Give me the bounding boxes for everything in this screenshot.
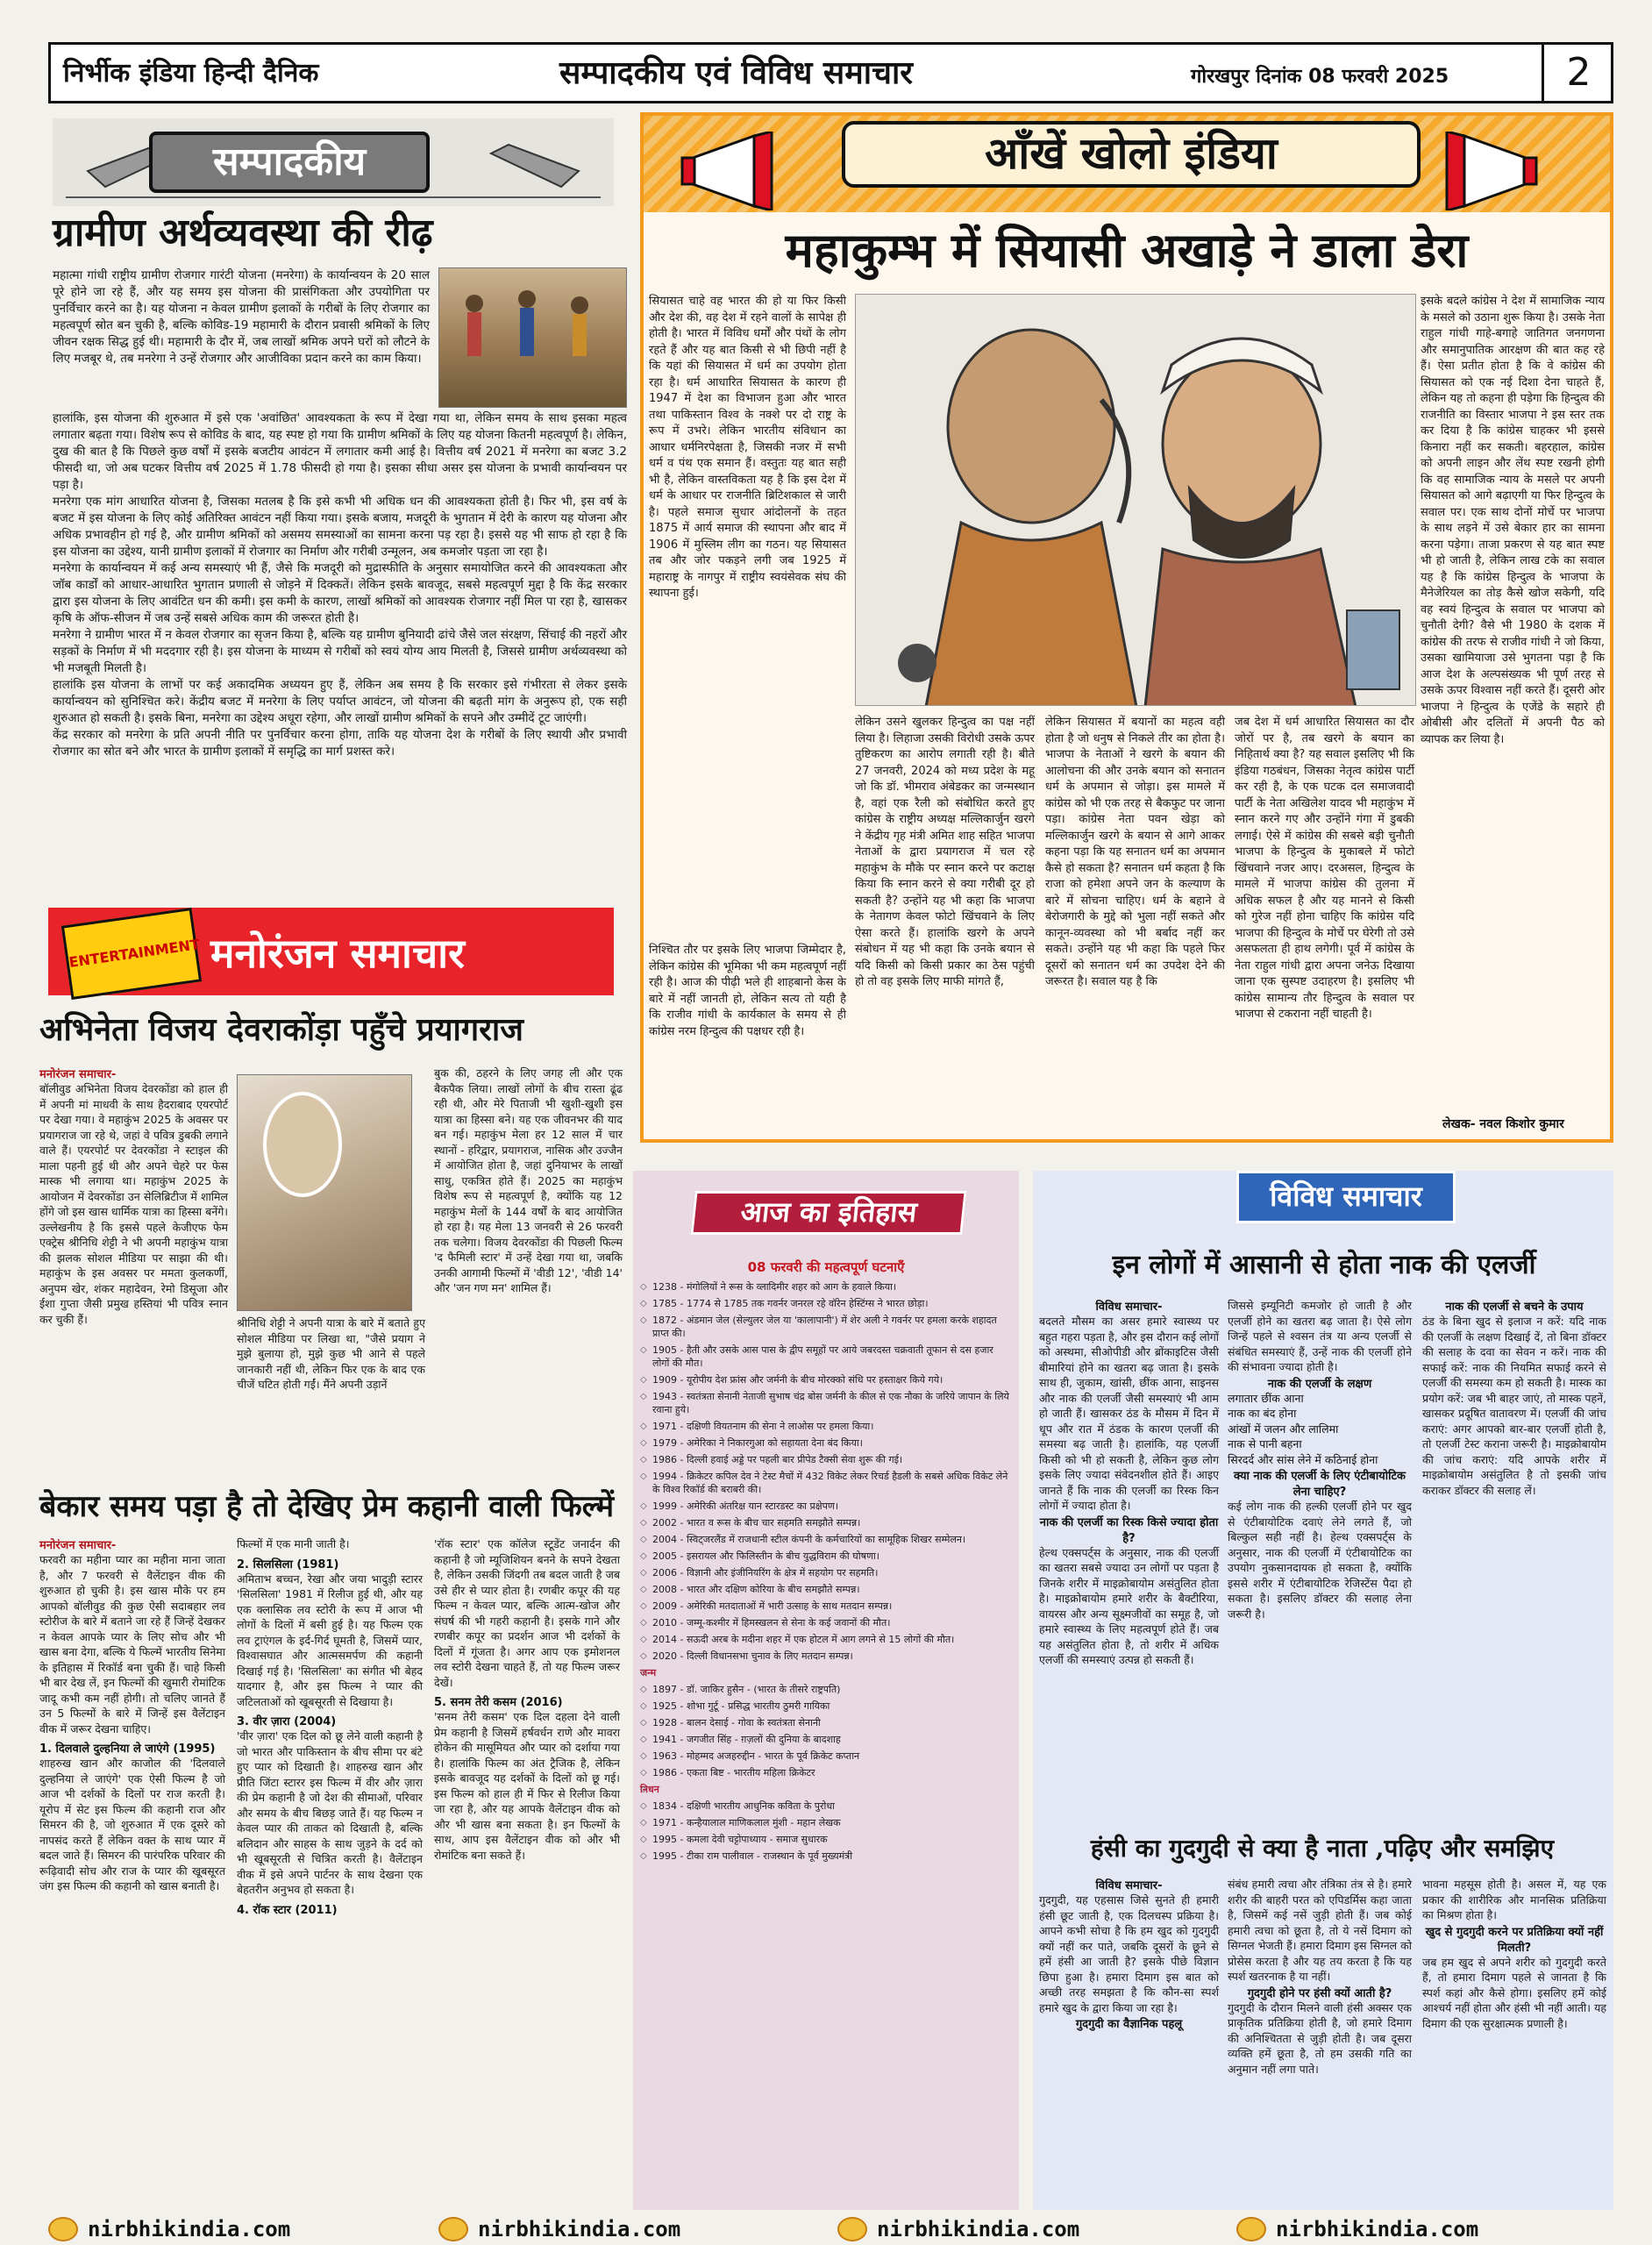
- vijay-story-text: बॉलीवुड अभिनेता विजय देवरकोंडा को हाल ही में अपनी मां माधवी के साथ हैदराबाद एयरपोर्ट पर देखा गया। वे महाकुंभ 2025 के अवसर पर प्रयागराज जा रहे थे, जहां वे पवित्र डुबकी लगाने वाले हैं। एयरपोर्ट पर देवरकोंडा ने स्टाइल की माला पहनी हुई थी और अपने चेहरे पर फेस मास्क भी लगाया था। महाकुंभ 2025 के आयोजन में देवरकोंडा उन सेलिब्रिटीज में शामिल होंगे जो इस खास धार्मिक यात्रा का हिस्सा बनेंगे। उल्लेखनीय है कि इससे पहले केजीएफ फेम एक्ट्रेस श्रीनिधि शेट्टी ने भी अपनी महाकुंभ यात्रा की झलक सोशल मीडिया पर साझा की थी। महाकुंभ के इस अवसर पर ममता कुलकर्णी, अनुपम खेर, शंकर महादेवन, रेमो डिसूजा और ईशा गुप्ता जैसी प्रमुख हस्तियां भी पवित्र स्नान कर चुकी हैं।: [39, 1082, 228, 1326]
- article-text: लेकिन उसने खुलकर हिन्दुत्व का पक्ष नहीं लिया है। लिहाजा उसकी विरोधी उसके ऊपर तुष्टिकरण का आरोप लगाती रही है। बीते 27 जनवरी, 2024 को मध्य प्रदेश के महू जो कि डॉ. भीमराव अंबेडकर का जन्मस्थान है, वहां एक रैली को संबोधित करते हुए कांग्रेस के राष्ट्रीय अध्यक्ष मल्लिकार्जुन खरगे ने केंद्रीय गृह मंत्री अमित शाह सहित भाजपा नेताओं के द्वारा प्रयागराज में चल रहे महाकुंभ के मौके पर स्नान करने पर कटाक्ष किया कि स्नान करने से क्या गरीबी दूर हो सकती है? उन्होंने यह भी कहा कि भाजपा के नेतागण केवल फोटो खिंचवाने के लिए ऐसा करते हैं। हालांकि खरगे के अपने संबोधन में यह भी कहा कि उनके बयान से यदि किसी को किसी प्रकार का ठेस पहुंची हो तो वह इसके लिए माफी मांगते हैं,: [855, 716, 1035, 988]
- history-event: ◇ 1994 - क्रिकेटर कपिल देव ने टेस्ट मैचों में 432 विकेट लेकर रिचर्ड हैडली के सबसे अधिक विकेट लेने के विश्व रिकॉर्ड की बराबरी की।: [640, 1470, 1013, 1496]
- masthead: [48, 42, 1613, 103]
- history-event: ◇ 1238 - मंगोलियों ने रूस के व्लादिमीर शहर को आग के हवाले किया।: [640, 1280, 1013, 1294]
- history-banner: आज का इतिहास: [690, 1191, 966, 1235]
- editorial-paragraph: मनरेगा ने ग्रामीण भारत में न केवल रोजगार का सृजन किया है, बल्कि यह ग्रामीण बुनियादी ढांचे जैसे जल संरक्षण, सिंचाई की नहरों और सड़कों के निर्माण में भी मददगार रही है। इस योजना के माध्यम से गरीबों को स्वयं योग्य आय मिलती है, जिससे ग्रामीण अर्थव्यवस्था को भी मजबूती मिलती है।: [53, 628, 627, 675]
- press-logo-icon: [438, 2217, 468, 2241]
- editorial-paragraph: महात्मा गांधी राष्ट्रीय ग्रामीण रोजगार गारंटी योजना (मनरेगा) के कार्यान्वयन के 20 साल पूरे होने जा रहे हैं, और यह समय इस योजना की प्रासंगिकता और उपयोगिता पर पुनर्विचार करने का है। यह योजना न केवल ग्रामीण इलाकों के गरीबों के लिए रोजगार का महत्वपूर्ण स्रोत बन चुकी है, बल्कि कोविड-19 महामारी के दौरान प्रवासी श्रमिकों के लिए जीवन रक्षक सिद्ध हुई थी। महामारी के दौर में, जब लाखों श्रमिक अपने घरों को लौटने के लिए मजबूर थे, तब मनरेगा ने उन्हें रोजगार और आजीविका प्रदान करने का काम किया।: [53, 268, 430, 366]
- aankhen-col1-bottom: [649, 943, 846, 1040]
- history-event: ◇ 2014 - सऊदी अरब के मदीना शहर में एक होटल में आग लगने से 15 लोगों की मौत।: [640, 1633, 1013, 1646]
- article-text: इसके बदले कांग्रेस ने देश में सामाजिक न्याय के मसले को उठाना शुरू किया है। उसके नेता राहुल गांधी गाहे-बगाहे जातिगत जनगणना और समानुपातिक आरक्षण की बात कह रहे हैं। ऐसा प्रतीत होता है कि वे कांग्रेस की सियासत को एक नई दिशा देना चाहते हैं, लेकिन यह तो कहना ही पड़ेगा कि हिन्दुत्व की राजनीति का विस्तार भाजपा ने इस स्तर तक कर दिया है कि कांग्रेस चाहकर भी इससे किनारा नहीं कर सकती। बहरहाल, कांग्रेस को अपनी लाइन और लेंथ स्पष्ट रखनी होगी कि वह सामाजिक न्याय के मसले पर अपनी सियासत को आगे बढ़ाएगी या फिर हिन्दुत्व के सवाल पर। एक साथ दोनों मोर्चे पर भाजपा के साथ लड़ने में उसे बेकार हार का सामना करना पड़ेगा। ताजा प्रकरण से यह बात स्पष्ट भी हो जाती है, लेकिन लाख टके का सवाल यह है कि कांग्रेस हिन्दुत्व के भाजपा के मैनेजेरियल का तोड़ कैसे खोज सकेगी, यदि वह स्वयं हिन्दुत्व के सवाल पर भाजपा को चुनौती देगी? वैसे भी 1980 के दशक में कांग्रेस की तरफ से राजीव गांधी ने जो किया, उसका खामियाजा उसे भुगतना पड़ा है कि आज देश के अल्पसंख्यक भी पूर्ण तरह से उसके ऊपर विश्वास नहीं करते हैं। दूसरी ओर भाजपा ने हिन्दुत्व के एजेंडे के सहारे ही ओबीसी और दलितों में अपनी पैठ को व्यापक कर लिया है।: [1421, 295, 1605, 746]
- tickle-text: भावना महसूस होती है। असल में, यह एक प्रकार की शारीरिक और मानसिक प्रतिक्रिया का मिश्रण होता है।: [1422, 1878, 1606, 1921]
- editorial-paragraph: हालांकि, इस योजना की शुरुआत में इसे एक 'अवांछित' आवश्यकता के रूप में देखा गया था, लेकिन समय के साथ इसका महत्व लगातार बढ़ता गया। विशेष रूप से कोविड के बाद, यह स्पष्ट हो गया कि ग्रामीण श्रमिकों के लिए यह योजना कितनी महत्वपूर्ण है। लेकिन, दुख की बात है कि पिछले कुछ वर्षों में इसके बजटीय आवंटन में लगातार कमी आई है। वित्तीय वर्ष 2021 में मनरेगा का बजट 3.2 फीसदी था, जो अब घटकर वित्तीय वर्ष 2025 में 1.78 फीसदी हो गया है। इसका सीधा असर इस योजना के प्रभावी कार्यान्वयन पर पड़ा है।: [53, 411, 627, 492]
- byline: विविध समाचार-: [1095, 1301, 1163, 1314]
- footer-site[interactable]: nirbhikindia.com: [478, 2217, 681, 2241]
- megaphone-icon: [1429, 132, 1543, 210]
- births-title: ◇ जन्म: [640, 1666, 1013, 1679]
- history-event: ◇ 2005 - इसरायल और फिलिस्तीन के बीच युद्धविराम की घोषणा।: [640, 1550, 1013, 1563]
- films-col1: [39, 1536, 225, 1894]
- film-heading: 2. सिलसिला (1981): [237, 1557, 339, 1572]
- history-event: ◇ 1971 - दक्षिणी वियतनाम की सेना ने लाओस पर हमला किया।: [640, 1420, 1013, 1433]
- editorial-body: [53, 410, 627, 760]
- history-event: ◇ 1999 - अमेरिकी अंतरिक्ष यान स्टारडस्ट का प्रक्षेपण।: [640, 1500, 1013, 1513]
- film-text: फिल्मों में एक मानी जाती है।: [237, 1537, 350, 1550]
- history-event: ◇ 2010 - जम्मू-कश्मीर में हिमस्खलन से सेना के कई जवानों की मौत।: [640, 1616, 1013, 1629]
- film-heading: 4. रॉक स्टार (2011): [237, 1903, 338, 1917]
- history-event: ◇ 2002 - भारत व रूस के बीच चार सहमति समझौते सम्पन्न।: [640, 1516, 1013, 1529]
- two-politicians-illustration: [856, 295, 1416, 706]
- footer-site[interactable]: nirbhikindia.com: [88, 2217, 291, 2241]
- history-event: ◇ 1943 - स्वतंत्रता सेनानी नेताजी सुभाष चंद्र बोस जर्मनी के कील से एक नौका के जरिये जापान के लिये रवाना हुये।: [640, 1390, 1013, 1416]
- love-films-headline: बेकार समय पड़ा है तो देखिए प्रेम कहानी वाली फिल्में: [39, 1489, 615, 1524]
- tickle-col1: [1039, 1877, 1219, 2031]
- tickle-laughter-headline: हंसी का गुदगुदी से क्या है नाता ,पढ़िए और समझिए: [1090, 1834, 1555, 1863]
- history-event: ◇ 1905 - हैती और उसके आस पास के द्वीप समूहों पर आये जबरदस्त चक्रवाती तूफान से दस हजार लोगों की मौत।: [640, 1343, 1013, 1370]
- allergy-text: ठंड के बिना खुद से इलाज न करें: यदि नाक की एलर्जी के लक्षण दिखाई दें, तो बिना डॉक्टर की सलाह के दवा का सेवन न करें। नाक की सफाई करें: नाक की नियमित सफाई करने से एलर्जी की समस्या कम हो सकती है। मास्क का प्रयोग करें: जब भी बाहर जाएं, तो मास्क पहनें, खासकर प्रदूषित वातावरण में। एलर्जी की जांच कराएं: अगर आपको बार-बार एलर्जी होती है, तो एलर्जी टेस्ट कराना जरूरी है। माइक्रोबायोम की जांच कराएं: यदि आपके शरीर में माइक्रोबायोम असंतुलित है तो इसकी जांच कराकर डॉक्टर की सलाह लें।: [1422, 1315, 1606, 1497]
- history-death: ◇ 1995 - कमला देवी चट्टोपाध्याय - समाज सुधारक: [640, 1833, 1013, 1846]
- history-event: ◇ 1909 - यूरोपीय देश फ्रांस और जर्मनी के बीच मोरक्को संधि पर हस्ताक्षर किये गये।: [640, 1373, 1013, 1386]
- mahakumbh-headline: महाकुम्भ में सियासी अखाड़े ने डाला डेरा: [785, 222, 1469, 278]
- entertainment-banner-title: मनोरंजन समाचार: [210, 930, 465, 977]
- vijay-story-text: श्रीनिधि शेट्टी ने अपनी यात्रा के बारे में बताते हुए सोशल मीडिया पर लिखा था, "जैसे प्रयाग ने मुझे बुलाया हो, मुझे कुछ भी आने से पहले जानकारी नहीं थी, लेकिन फिर एक के बाद एक चीजें घटित होती गईं। मैंने अपनी उड़ानें: [237, 1316, 425, 1391]
- history-death: ◇ 1995 - टीका राम पालीवाल - राजस्थान के पूर्व मुख्यमंत्री: [640, 1849, 1013, 1863]
- article-text: जब देश में धर्म आधारित सियासत का दौर जोरों पर है, तब खरगे के बयान का निहितार्थ क्या है? यह सवाल इसलिए भी कि इंडिया गठबंधन, जिसका नेतृत्व कांग्रेस पार्टी कर रही है, के एक घटक दल समाजवादी पार्टी के नेता अखिलेश यादव भी महाकुंभ में स्नान करने गए और उन्होंने गंगा में डुबकी लगाई। ऐसे में कांग्रेस की सबसे बड़ी चुनौती भाजपा के हिन्दुत्व के मुकाबले में फोटो खिंचवाने नजर आए। दरअसल, हिन्दुत्व के मामले में भाजपा कांग्रेस की तुलना में अधिक सफल है और यह मानने से किसी को गुरेज नहीं होना चाहिए कि कांग्रेस यदि भाजपा की हिन्दुत्व के मोर्चे पर घेरेगी तो उसे असफलता ही हाथ लगेगी। पूर्व में कांग्रेस के नेता राहुल गांधी द्वारा अपना जनेऊ दिखाया जाना एक सुस्पष्ट उदाहरण है। इसलिए भी कांग्रेस सामान्य तौर हिन्दुत्व के सवाल पर भाजपा से टकराना नहीं चाहती है।: [1235, 716, 1414, 1021]
- mgnrega-workers-photo: [438, 267, 627, 408]
- films-col3: [434, 1536, 620, 1863]
- section-title: सम्पादकीय एवं विविध समाचार: [559, 54, 913, 91]
- tickle-subhead: गुदगुदी का वैज्ञानिक पहलू: [1075, 2018, 1183, 2031]
- aankhen-col5: [1421, 294, 1605, 748]
- history-event: ◇ 1785 - 1774 से 1785 तक गवर्नर जनरल रहे वॉरेन हेस्टिंग्स ने भारत छोड़ा।: [640, 1297, 1013, 1310]
- film-text: शाहरुख खान और काजोल की 'दिलवाले दुल्हनिया ले जाएंगे' एक ऐसी फिल्म है जो आज भी दर्शकों के दिलों पर राज करती है। यूरोप में सेट इस फिल्म की कहानी राज और सिमरन की है, जो शुरुआत में एक दूसरे को नापसंद करते हैं लेकिन वक्त के साथ प्यार में बदल जाते हैं। सिमरन की पारंपरिक परिवार की रूढ़िवादी सोच और राज के प्यार की खूबसूरत जंग इस फिल्म की कहानी को खास बनाती है।: [39, 1757, 225, 1892]
- tickle-subhead: गुदगुदी होने पर हंसी क्यों आती है?: [1247, 1986, 1392, 2000]
- press-logo-icon: [837, 2217, 867, 2241]
- antibiotic-subhead: क्या नाक की एलर्जी के लिए एंटीबायोटिक लेना चाहिए?: [1233, 1470, 1406, 1499]
- history-birth: ◇ 1925 - शोभा गुर्टू - प्रसिद्ध भारतीय ठुमरी गायिका: [640, 1700, 1013, 1713]
- allergy-symptoms-subhead: नाक की एलर्जी के लक्षण: [1267, 1377, 1372, 1391]
- symptom-item: सिरदर्द और सांस लेने में कठिनाई होना: [1228, 1452, 1378, 1466]
- tickle-col3: [1422, 1877, 1606, 2031]
- vijay-headline: अभिनेता विजय देवराकोंड़ा पहुँचे प्रयागराज: [39, 1011, 523, 1048]
- article-text: लेकिन सियासत में बयानों का महत्व वही होता है जो धनुष से निकले तीर का होता है। भाजपा के नेताओं ने खरगे के बयान की आलोचना की और उनके बयान को सनातन धर्म के अपमान से जोड़ा। इस मामले में कांग्रेस को भी एक तरह से बैकफुट पर जाना पड़ा। कांग्रेस नेता पवन खेड़ा को मल्लिकार्जुन खरगे के बयान से आगे आकर कहना पड़ा कि यह सनातन धर्म का अपमान कैसे हो सकता है? सनातन धर्म कहता है कि राजा को हमेशा अपने जन के कल्याण के बारे में सोचना चाहिए। धर्म के बहाने वे बेरोजगारी के मुद्दे को भुला नहीं सकते और कानून-व्यवस्था को भी बर्बाद नहीं कर सकते। उन्होंने यह भी कहा कि पहले फिर दूसरों को सनातन धर्म का उपदेश देने की जरूरत है। सवाल यह है कि: [1045, 716, 1225, 988]
- history-birth: ◇ 1928 - बालन देसाई - गोवा के स्वतंत्रता सेनानी: [640, 1716, 1013, 1729]
- article-byline: लेखक- नवल किशोर कुमार: [1442, 1117, 1564, 1131]
- tickle-col2: [1228, 1877, 1412, 2077]
- editorial-headline: ग्रामीण अर्थव्यवस्था की रीढ़: [53, 210, 433, 255]
- vijay-story-col3: [434, 1065, 623, 1296]
- symptom-item: लगातार छींक आना: [1228, 1391, 1304, 1405]
- history-events-list: [640, 1280, 1013, 1866]
- editorial-paragraph: हालांकि इस योजना के लाभों पर कई अकादमिक अध्ययन हुए हैं, लेकिन अब समय है कि सरकार इसे गंभीरता से लेकर इसके कार्यान्वयन को सुनिश्चित करे। केंद्रीय बजट में मनरेगा के लिए पर्याप्त आवंटन, जो योजना की बढ़ती मांग के अनुरूप हो, एक सही शुरुआत हो सकती है। इसके बिना, मनरेगा का उद्देश्य अधूरा रहेगा, और लाखों ग्रामीण श्रमिकों के सपने और उम्मीदें टूट जाएंगी।: [53, 678, 627, 725]
- footer-site[interactable]: nirbhikindia.com: [1276, 2217, 1479, 2241]
- symptom-item: नाक का बंद होना: [1228, 1407, 1297, 1420]
- allergy-subhead: नाक की एलर्जी का रिस्क किसे ज्यादा होता है?: [1039, 1515, 1219, 1545]
- history-birth: ◇ 1897 - डॉ. जाकिर हुसैन - (भारत के तीसरे राष्ट्रपति): [640, 1683, 1013, 1696]
- politics-cartoon: [855, 294, 1416, 706]
- tickle-text: गुदगुदी के दौरान मिलने वाली हंसी अक्सर एक प्राकृतिक प्रतिक्रिया होती है, जो हमारे दिमाग की अनिश्चितता से जुड़ी होती है। जब दूसरा व्यक्ति हमें छूता है, तो हम उसकी गति का अनुमान नहीं लगा पाते।: [1228, 2000, 1412, 2076]
- symptom-item: आंखों में जलन और लालिमा: [1228, 1422, 1339, 1436]
- newspaper-name: निर्भीक इंडिया हिन्दी दैनिक: [63, 58, 319, 89]
- history-event: ◇ 2008 - भारत और दक्षिण कोरिया के बीच समझौते सम्पन्न।: [640, 1583, 1013, 1596]
- article-text: सियासत चाहे वह भारत की हो या फिर किसी और देश की, वह देश में रहने वालों के सापेक्ष ही होती है। भारत में विविध धर्मों और पंथों के लोग रहते हैं और यह बात किसी से भी छिपी नहीं है कि यहां की सियासत में धर्म का उपयोग होता रहा है। धर्म आधारित सियासत के कारण ही 1947 में देश का विभाजन हुआ और भारत तथा पाकिस्तान विश्व के नक्शे पर दो राष्ट्र के रूप में उभरे। लेकिन भारतीय संविधान का आधार धर्मनिरपेक्षता है, जिसकी नजर में सभी धर्म व पंथ एक समान हैं। वस्तुतः यह बात सही भी है, लेकिन वास्तविकता यह है कि इस देश में धर्म के आधार पर राजनीति ब्रिटिशकाल से जारी है। पहले समाज सुधार आंदोलनों के तहत 1875 में आर्य समाज की स्थापना और बाद में 1906 में मुस्लिम लीग का गठन। यह सियासत तब और जोर पकड़ने लगी जब 1925 में महाराष्ट्र के नागपुर में राष्ट्रीय स्वयंसेवक संघ की स्थापना हुई।: [649, 295, 846, 600]
- film-heading: 3. वीर ज़ारा (2004): [237, 1715, 337, 1728]
- allergy-text: जिससे इम्यूनिटी कमजोर हो जाती है और एलर्जी होने का खतरा बढ़ जाता है। ऐसे लोग जिन्हें पहले से श्वसन तंत्र या अन्य एलर्जी से संबंधित समस्याएं हैं, उन्हें नाक की एलर्जी होने की संभावना ज्यादा होती है।: [1228, 1299, 1412, 1373]
- aankhen-col4: [1235, 715, 1414, 1023]
- film-text: अमिताभ बच्चन, रेखा और जया भादुड़ी स्टारर 'सिलसिला' 1981 में रिलीज हुई थी, और यह एक क्लासिक लव स्टोरी के रूप में आज भी लोगों के दिलों में बसी हुई है। यह फिल्म एक लव ट्राएंगल के इर्द-गिर्द घूमती है, जिसमें प्यार, विश्वासघात और आत्मसमर्पण की कहानी दिखाई गई है। 'सिलसिला' का संगीत भी बेहद यादगार है, और इस फिल्म ने प्यार की जटिलताओं को खूबसूरती से दिखाया है।: [237, 1572, 423, 1708]
- history-subtitle: 08 फरवरी की महत्वपूर्ण घटनाएँ: [747, 1259, 905, 1275]
- press-logo-icon: [48, 2217, 78, 2241]
- vijay-story-col1: [39, 1065, 228, 1327]
- editorial-para-1-wrap: [53, 267, 430, 367]
- press-logo-icon: [1236, 2217, 1266, 2241]
- history-event: ◇ 1986 - दिल्ली हवाई अड्डे पर पहली बार प्रीपेड टैक्सी सेवा शुरू की गई।: [640, 1453, 1013, 1466]
- footer-site[interactable]: nirbhikindia.com: [877, 2217, 1080, 2241]
- history-event: ◇ 2004 - स्विट्जरलैंड में राजधानी स्टील कंपनी के कर्मचारियों का सामूहिक शिखर सम्मेलन।: [640, 1533, 1013, 1546]
- byline: विविध समाचार-: [1095, 1879, 1163, 1892]
- films-col2: [237, 1536, 423, 1917]
- prevention-subhead: नाक की एलर्जी से बचने के उपाय: [1445, 1301, 1584, 1314]
- deaths-title: ◇ निधन: [640, 1783, 1013, 1796]
- misc-news-banner: विविध समाचार: [1236, 1171, 1456, 1223]
- allergy-col2: [1228, 1298, 1412, 1621]
- tickle-subhead: खुद से गुदगुदी करने पर प्रतिक्रिया क्यों नहीं मिलती?: [1425, 1925, 1604, 1955]
- film-heading: 1. दिलवाले दुल्हनिया ले जाएंगे (1995): [39, 1743, 216, 1756]
- aankhen-col3: [1045, 715, 1225, 991]
- history-event: ◇ 2006 - विज्ञानी और इंजीनियरिंग के क्षेत्र में सहयोग पर सहमति।: [640, 1566, 1013, 1579]
- tickle-text: संबंध हमारी त्वचा और तंत्रिका तंत्र से है। हमारे शरीर की बाहरी परत को एपिडर्मिस कहा जाता है, जिसमें कई नसें जुड़ी होती हैं। जब कोई हमारी त्वचा को छूता है, तो ये नसें दिमाग को सिग्नल भेजती हैं। हमारा दिमाग इस सिग्नल को प्रोसेस करता है और यह तय करता है कि यह स्पर्श खतरनाक है या नहीं।: [1228, 1878, 1412, 1983]
- allergy-col3: [1422, 1298, 1606, 1498]
- allergy-text: बदलते मौसम का असर हमारे स्वास्थ्य पर बहुत गहरा पड़ता है, और इस दौरान कई लोगों को अस्थमा, सीओपीडी और ब्रोंकाइटिस जैसी बीमारियां होने का खतरा बढ़ जाता है। इसके साथ ही, जुकाम, खांसी, छींक आना, साइनस और नाक की एलर्जी जैसी समस्याएं भी आम हो जाती हैं। खासकर ठंड के मौसम में दिन में धूप और रात में ठंडक के कारण एलर्जी की समस्या बढ़ जाती है। हालांकि, यह एलर्जी किसी को भी हो सकती है, लेकिन कुछ लोग इसके लिए ज्यादा संवेदनशील होते हैं। आइए जानते हैं कि नाक की एलर्जी का रिस्क किन लोगों में ज्यादा होता है।: [1039, 1315, 1219, 1512]
- aankhen-col2: [855, 715, 1035, 991]
- editorial-paragraph: मनरेगा एक मांग आधारित योजना है, जिसका मतलब है कि इसे कभी भी अधिक धन की आवश्यकता होती है। फिर भी, इस वर्ष के बजट में इस योजना के लिए कोई अतिरिक्त आवंटन नहीं किया गया। इसके बजाय, मजदूरी के भुगतान में देरी के कारण यह योजना और अधिक प्रभावहीन हो गई है, और ग्रामीण श्रमिकों को असमय समस्याओं का सामना करना पड़ रहा है। इससे यह भी साफ हो रहा है कि इस योजना का उद्देश्य, यानी ग्रामीण इलाकों में रोजगार का निर्माण और गरीबी उन्मूलन, अब कमजोर पड़ता जा रहा है।: [53, 495, 627, 559]
- tickle-text: गुदगुदी, यह एहसास जिसे सुनते ही हमारी हंसी छूट जाती है, एक दिलचस्प प्रक्रिया है। आपने कभी सोचा है कि हम खुद को गुदगुदी क्यों नहीं कर पाते, जबकि दूसरों के छूने से हमें हंसी आ जाती है? इसके पीछे विज्ञान छिपा हुआ है। हमारा दिमाग इस बात को अच्छी तरह समझता है कि कौन-सा स्पर्श हमारे खुद के द्वारा किया जा रहा है।: [1039, 1893, 1219, 2014]
- editorial-paragraph: केंद्र सरकार को मनरेगा के प्रति अपनी नीति पर पुनर्विचार करना होगा, ताकि यह योजना देश के गरीबों के लिए स्थायी और प्रभावी रोजगार का स्रोत बने और भारत के ग्रामीण इलाकों में समृद्धि का मार्ग प्रशस्त करे।: [53, 728, 627, 759]
- vijay-portrait-inset: [263, 1092, 342, 1197]
- allergy-text: कई लोग नाक की हल्की एलर्जी होने पर खुद से एंटीबायोटिक दवाएं लेने लगते हैं, जो बिल्कुल सही नहीं है। हेल्थ एक्सपर्ट्स के अनुसार, नाक की एलर्जी में एंटीबायोटिक का उपयोग नुकसानदायक हो सकता है, क्योंकि इससे शरीर में एंटीबायोटिक रेजिस्टेंस पैदा हो सकता है। इसलिए डॉक्टर की सलाह लेना जरूरी है।: [1228, 1500, 1412, 1621]
- vijay-story-col2: [237, 1315, 425, 1393]
- editorial-banner: सम्पादकीय: [149, 132, 430, 193]
- history-event: ◇ 1872 - अंडमान जेल (सेल्युलर जेल या 'कालापानी') में शेर अली ने गवर्नर पर हमला करके शहादत प्राप्त की।: [640, 1314, 1013, 1340]
- allergy-col1: [1039, 1298, 1219, 1668]
- symptoms-list: [1228, 1391, 1412, 1468]
- history-birth: ◇ 1963 - मोहम्मद अजहरुद्दीन - भारत के पूर्व क्रिकेट कप्तान: [640, 1750, 1013, 1763]
- editorial-paragraph: मनरेगा के कार्यान्वयन में कई अन्य समस्याएं भी हैं, जैसे कि मजदूरी को मुद्रास्फीति के अनुसार समायोजित करने की आवश्यकता और जॉब कार्डों को आधार-आधारित भुगतान प्रणाली से जोड़ने में दिक्कतें। लेकिन इसके बावजूद, सबसे महत्वपूर्ण मुद्दा है कि केंद्र सरकार द्वारा इस योजना के लिए आवंटित धन की कमी। इस कमी के कारण, लाखों श्रमिकों को आवश्यक रोजगार नहीं मिल पा रहा है, खासकर कृषि के ऑफ-सीजन में जब उन्हें सबसे अधिक काम की जरूरत होती है।: [53, 561, 627, 625]
- tickle-text: जब हम खुद से अपने शरीर को गुदगुदी करते हैं, तो हमारा दिमाग पहले से जानता है कि स्पर्श कहां और कैसे होगा। इसलिए हमें कोई आश्चर्य नहीं होता और हंसी भी नहीं आती। यह दिमाग की एक सुरक्षात्मक प्रणाली है।: [1422, 1955, 1606, 2030]
- history-birth: ◇ 1986 - एकता बिष्ट - भारतीय महिला क्रिकेटर: [640, 1766, 1013, 1779]
- byline: मनोरंजन समाचार-: [39, 1068, 117, 1081]
- page-number: 2: [1542, 45, 1613, 101]
- vijay-story-text: बुक की, ठहरने के लिए जगह ली और एक बैकपैक लिया। लाखों लोगों के बीच रास्ता ढूंढ रही थी, और मेरे पिताजी भी खुशी-खुशी इस यात्रा का हिस्सा बने। यह एक जीवनभर की याद बन गई। महाकुंभ मेला हर 12 साल में चार स्थानों - हरिद्वार, प्रयागराज, नासिक और उज्जैन में आयोजित होता है, जहां दुनियाभर के लाखों साधु, एकत्रित होते हैं। 2025 का महाकुंभ विशेष रूप से महत्वपूर्ण है, क्योंकि यह 12 महाकुंभ मेलों के 144 वर्षों के बाद आयोजित हो रहा है। यह मेला 13 जनवरी से 26 फरवरी तक चलेगा। विजय देवरकोंडा की पिछली फिल्म 'द फैमिली स्टार' में उन्हें देखा गया था, जबकि उनकी आगामी फिल्मों में 'वीडी 12', 'वीडी 14' और 'जन गण मन' शामिल हैं।: [434, 1066, 623, 1294]
- history-birth: ◇ 1941 - जगजीत सिंह - ग़ज़लों की दुनिया के बादशाह: [640, 1733, 1013, 1746]
- byline: मनोरंजन समाचार-: [39, 1539, 117, 1552]
- aankhen-col1-top: [649, 294, 846, 602]
- film-text: 'वीर ज़ारा' एक दिल को छू लेने वाली कहानी है जो भारत और पाकिस्तान के बीच सीमा पर बंटे हुए प्यार को दिखाती है। शाहरुख खान और प्रीति जिंटा स्टारर इस फिल्म में वीर और ज़ारा की प्रेम कहानी है जो देश की सीमाओं, परिवार और समय के बीच बिछड़ जाते हैं। यह फिल्म न केवल प्यार की ताकत को दिखाती है, बल्कि बलिदान और साहस के साथ जुड़ने के दर्द को भी खूबसूरती से चित्रित करती है। वैलेंटाइन वीक में इसे अपने पार्टनर के साथ देखना एक बेहतरीन अनुभव हो सकता है।: [237, 1729, 423, 1896]
- history-death: ◇ 1971 - कन्हैयालाल माणिकलाल मुंशी - महान लेखक: [640, 1816, 1013, 1829]
- entertainment-badge: ENTERTAINMENT: [61, 908, 202, 1000]
- article-text: निश्चित तौर पर इसके लिए भाजपा जिम्मेदार है, लेकिन कांग्रेस की भूमिका भी कम महत्वपूर्ण नहीं रही है। आज की पीढ़ी भले ही शाहबानो केस के बारे में नहीं जानती हो, लेकिन सत्य तो यही है कि राजीव गांधी के कार्यकाल के समय से ही कांग्रेस नरम हिन्दुत्व की पक्षधर रही है।: [649, 944, 846, 1038]
- nasal-allergy-headline: इन लोगों में आसानी से होता नाक की एलर्जी: [1112, 1250, 1536, 1280]
- megaphone-icon: [675, 132, 789, 210]
- workers-silhouettes: [439, 268, 628, 409]
- allergy-text: हेल्थ एक्सपर्ट्स के अनुसार, नाक की एलर्जी का खतरा सबसे ज्यादा उन लोगों पर पड़ता है जिनके शरीर में माइक्रोबायोम असंतुलित होता है। माइक्रोबायोम हमारे शरीर के बैक्टीरिया, वायरस और अन्य सूक्ष्मजीवों का समूह है, जो हमारे स्वास्थ्य के लिए महत्वपूर्ण होते हैं। जब यह असंतुलित होता है, तो शरीर में अधिक एलर्जी की समस्याएं उत्पन्न हो सकती हैं।: [1039, 1545, 1219, 1666]
- history-death: ◇ 1834 - दक्षिणी भारतीय आधुनिक कविता के पुरोधा: [640, 1800, 1013, 1813]
- film-text: 'रॉक स्टार' एक कॉलेज स्टूडेंट जनार्दन की कहानी है जो म्यूजिशियन बनने के सपने देखता है, लेकिन उसकी जिंदगी तब बदल जाती है जब उसे हीर से प्यार होता है। रणबीर कपूर की यह फिल्म न केवल प्यार, बल्कि आत्म-खोज और संघर्ष की भी गहरी कहानी है। इसके गाने और रणबीर कपूर का प्रदर्शन आज भी दर्शकों के दिलों में गूंजता है। अगर आप एक इमोशनल लव स्टोरी देखना चाहते हैं, तो यह फिल्म जरूर देखें।: [434, 1537, 620, 1689]
- symptom-item: नाक से पानी बहना: [1228, 1437, 1302, 1450]
- film-heading: 5. सनम तेरी कसम (2016): [434, 1696, 563, 1709]
- film-text: 'सनम तेरी कसम' एक दिल दहला देने वाली प्रेम कहानी है जिसमें हर्षवर्धन राणे और मावरा होकेन की मासूमियत और प्यार को दर्शाया गया है। हालांकि फिल्म का अंत ट्रैजिक है, लेकिन इसके बावजूद यह दर्शकों के दिलों को छू गई। इस फिल्म को हाल ही में फिर से रिलीज किया जा रहा है, और यह आपके वैलेंटाइन वीक को और भी खास बना सकता है। इन फिल्मों के साथ, आप इस वैलेंटाइन वीक को और भी रोमांटिक बना सकते हैं।: [434, 1710, 620, 1862]
- history-event: ◇ 2009 - अमेरिकी मतदाताओं में भारी उत्साह के साथ मतदान सम्पन्न।: [640, 1600, 1013, 1613]
- history-event: ◇ 2020 - दिल्ली विधानसभा चुनाव के लिए मतदान सम्पन्न।: [640, 1650, 1013, 1663]
- history-event: ◇ 1979 - अमेरिका ने निकारगुआ को सहायता देना बंद किया।: [640, 1436, 1013, 1450]
- films-intro: फरवरी का महीना प्यार का महीना माना जाता है, और 7 फरवरी से वैलेंटाइन वीक की शुरुआत हो चुकी है। इस खास मौके पर हम आपको बॉलीवुड की कुछ ऐसी सदाबहार लव स्टोरीज के बारे में बताने जा रहे हैं जिन्हें देखकर न केवल आपके प्यार के लिए सोच और भी खास बना देगा, बल्कि ये फिल्में भारतीय सिनेमा के इतिहास में रिकॉर्ड बना चुकी हैं। चाहे किसी भी बार देख लें, इन फिल्मों की खुमारी रोमांटिक जादू कभी कम नहीं होगी। तो चलिए जानते हैं उन 5 फिल्मों के बारे में जिन्हें इस वैलेंटाइन वीक में जरूर देखना चाहिए।: [39, 1553, 225, 1735]
- aankhen-kholo-banner: आँखें खोलो इंडिया: [842, 121, 1421, 188]
- dateline: गोरखपुर दिनांक 08 फरवरी 2025: [1191, 66, 1449, 88]
